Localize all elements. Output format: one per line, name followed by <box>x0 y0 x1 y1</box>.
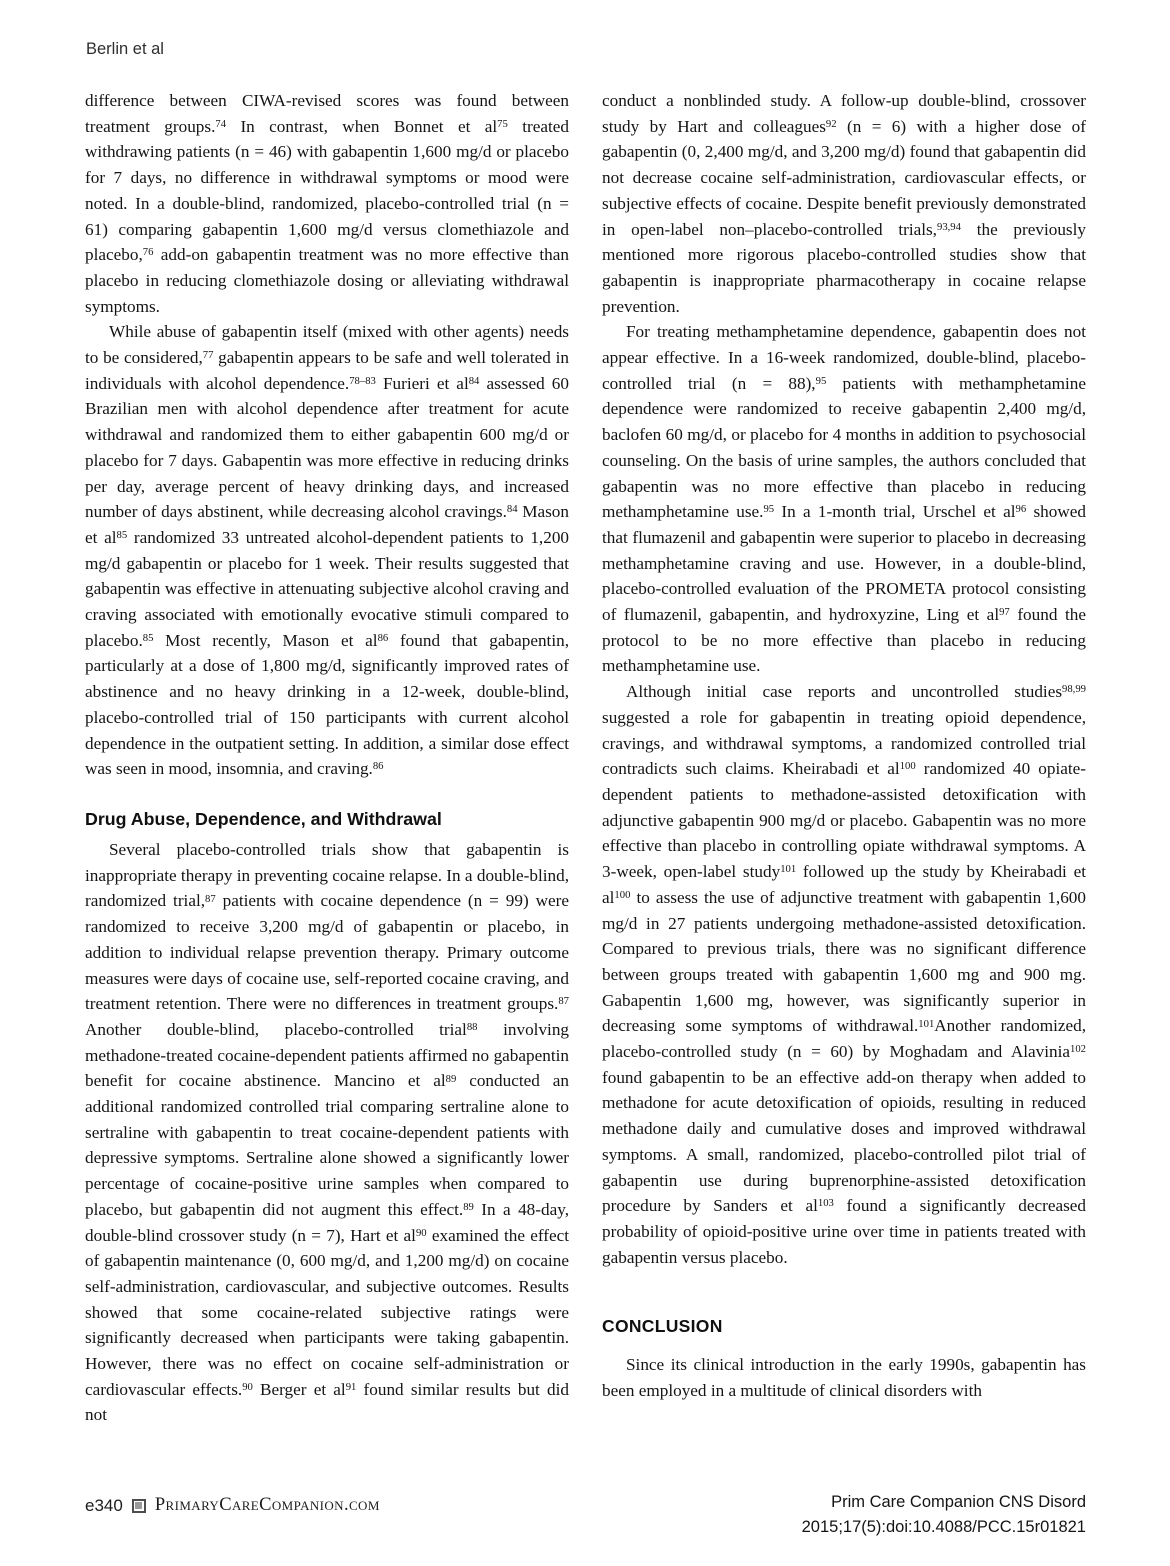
citation-superscript: 85 <box>142 632 154 644</box>
section-heading: Drug Abuse, Dependence, and Withdrawal <box>85 808 442 829</box>
article-body <box>85 88 1087 1428</box>
citation-superscript: 96 <box>1015 504 1027 516</box>
doi-line: 2015;17(5):doi:10.4088/PCC.15r01821 <box>801 1518 1086 1536</box>
citation-superscript: 86 <box>377 632 389 644</box>
square-bullet-icon <box>132 1499 146 1513</box>
paragraph: While abuse of gabapentin itself (mixed with other agents) needs to be considered,$^{77}$ gabapentin appears to be safe and well tolerated in individuals with alcohol dependence.$^{78-83}$ Furieri et $al^{84}$ assessed 60 Brazilian men with alcohol dependence after treatment for acute withdrawal and randomized them to either gabapentin 600 mg/d or placebo for 7 days. Gabapentin was more effective in reducing drinks per day, average percent of heavy drinking days, and increased number of days abstinent, while decreasing alcohol cravings.$^{84}$ Mason et $al^{85}$ randomized 33 untreated alcohol-dependent patients to 1,200 mg/d gabapentin or placebo for 1 week. Their results suggested that gabapentin was effective in attenuating subjective alcohol craving and craving associated with emotionally evocative stimuli compared to placebo.$^{85}$ Most recently, Mason et $al^{86}$ found that gabapentin, particularly at a dose of 1,800 mg/d, significantly improved rates of abstinence and no heavy drinking in a 12-week, double-blind, placebo-controlled trial of 150 participants with current alcohol dependence in the outpatient setting. In addition, a similar dose effect was seen in mood, insomnia, and craving.$^{86}$ <box>85 322 570 779</box>
citation-superscript: 102 <box>1070 1044 1086 1056</box>
citation-superscript: 78–83 <box>349 375 376 387</box>
citation-superscript: 76 <box>142 247 154 259</box>
citation-superscript: 91 <box>345 1381 357 1393</box>
page-footer <box>85 1490 1086 1540</box>
citation-superscript: 87 <box>558 996 569 1008</box>
footer-left <box>85 1490 380 1516</box>
citation-superscript: 100 <box>614 890 631 901</box>
running-head: Berlin et al <box>86 40 164 58</box>
citation-superscript: 86 <box>372 761 384 773</box>
citation-superscript: 93,94 <box>936 221 961 233</box>
citation-superscript: 88 <box>466 1022 478 1034</box>
citation-superscript: 89 <box>445 1073 457 1085</box>
citation-superscript: 87 <box>205 893 216 905</box>
citation-superscript: 103 <box>817 1198 834 1210</box>
citation-superscript: 101 <box>780 864 797 876</box>
page-number: e340 <box>85 1495 123 1515</box>
citation-superscript: 90 <box>415 1227 427 1239</box>
paragraph: Several placebo-controlled trials show that gabapentin is inappropriate therapy in preventing cocaine relapse. In a double-blind, randomized trial,$^{87}$ patients with cocaine dependence (n = 99) were randomized to receive 3,200 mg/d of gabapentin or placebo, in addition to individual relapse prevention therapy. Primary outcome measures were days of cocaine use, self-reported cocaine craving, and treatment retention. There were no differences in treatment groups.$^{87}$ Another double-blind, placebo-controlled trial$^{88}$ involving methadone-treated cocaine-dependent patients affirmed no gabapentin benefit for cocaine abstinence. Mancino et $al^{89}$ conducted an additional randomized controlled trial comparing sertraline alone to sertraline with gabapentin to treat cocaine-dependent patients with depressive symptoms. Sertraline alone showed a significantly lower percentage of cocaine-positive urine samples when compared to placebo, but gabapentin did not augment this effect.$^{89}$ In a 48-day, double-blind crossover study (n = 7), Hart et $al^{90}$ examined the effect of gabapentin maintenance (0, 600 mg/d, and 1,200 mg/d) on cocaine self-administration, cardiovascular, and subjective outcomes. Results showed that some cocaine-related subjective ratings were significantly decreased when participants were taking gabapentin. However, there was no effect on cocaine self-administration or cardiovascular effects.$^{90}$ Berger et $al^{91}$ found similar results but did not <box>85 839 570 1425</box>
citation-superscript: 90 <box>242 1381 253 1393</box>
site-name: PrimaryCareCompanion.com <box>154 1495 380 1515</box>
section-heading: CONCLUSION <box>602 1316 723 1337</box>
citation-superscript: 77 <box>202 350 214 362</box>
citation-superscript: 95 <box>815 375 827 387</box>
citation-superscript: 97 <box>999 607 1010 619</box>
square-bullet-inner <box>135 1502 142 1509</box>
right-column <box>602 88 1086 1428</box>
citation-superscript: 98,99 <box>1062 684 1086 696</box>
paragraph: Although initial case reports and uncontrolled studies$^{98,99}$ suggested a role for gabapentin in treating opioid dependence, cravings, and withdrawal symptoms, a randomized controlled trial contradicts such claims. Kheirabadi et $al^{100}$ randomized 40 opiate-dependent patients to methadone-assisted detoxification with adjunctive gabapentin 900 mg/d or placebo. Gabapentin was no more effective than placebo in controlling opiate withdrawal symptoms. A 3-week, open-label study$^{101}$ followed up the study by Kheirabadi et $al^{100}$ to assess the use of adjunctive treatment with gabapentin 1,600 mg/d in 27 patients undergoing methadone-assisted detoxification. Compared to previous trials, there was no significant difference between groups treated with gabapentin 1,600 mg and 900 mg. Gabapentin 1,600 mg, however, was significantly superior in decreasing some symptoms of withdrawal.$^{101}$Another randomized, placebo-controlled study (n = 60) by Moghadam and Alavinia$^{102}$ found gabapentin to be an effective add-on therapy when added to methadone for acute detoxification of opioids, resulting in reduced methadone daily and cumulative doses and improved withdrawal symptoms. A small, randomized, placebo-controlled pilot trial of gabapentin use during buprenorphine-assisted detoxification procedure by Sanders et $al^{103}$ found a significantly decreased probability of opioid-positive urine over time in patients treated with gabapentin versus placebo. <box>602 682 1086 1267</box>
citation-superscript: 84 <box>506 504 518 516</box>
footer-citation <box>802 1490 1086 1540</box>
citation-superscript: 95 <box>763 504 775 516</box>
paragraph: difference between CIWA-revised scores was found between treatment groups.$^{74}$ In contrast, when Bonnet et $al^{75}$ treated withdrawing patients (n = 46) with gabapentin 1,600 mg/d or placebo for 7 days, no difference in withdrawal symptoms or mood were noted. In a double-blind, randomized, placebo-controlled trial (n = 61) comparing gabapentin 1,600 mg/d versus clomethiazole and placebo,$^{76}$ add-on gabapentin treatment was no more effective than placebo in reducing clomethiazole dosing or alleviating withdrawal symptoms. <box>85 91 569 316</box>
citation-superscript: 101 <box>918 1018 935 1030</box>
citation-superscript: 100 <box>899 761 916 773</box>
citation-superscript: 85 <box>116 530 128 542</box>
citation-superscript: 75 <box>497 118 508 130</box>
left-column <box>85 88 569 1428</box>
citation-superscript: 84 <box>468 375 480 387</box>
citation-superscript: 74 <box>215 118 227 130</box>
paragraph: For treating methamphetamine dependence, gabapentin does not appear effective. In a 16-week randomized, double-blind, placebo-controlled trial (n = 88),$^{95}$ patients with methamphetamine dependence were randomized to receive gabapentin 2,400 mg/d, baclofen 60 mg/d, or placebo for 4 months in addition to psychosocial counseling. On the basis of urine samples, the authors concluded that gabapentin was no more effective than placebo in reducing methamphetamine use.$^{95}$ In a 1-month trial, Urschel et $al^{96}$ showed that flumazenil and gabapentin were superior to placebo in decreasing methamphetamine craving and use. However, in a double-blind, placebo-controlled evaluation of the PROMETA protocol consisting of flumazenil, gabapentin, and hydroxyzine, Ling et $al^{97}$ found the protocol to be no more effective than placebo in reducing methamphetamine use. <box>602 322 1087 676</box>
paragraph: conduct a nonblinded study. A follow-up double-blind, crossover study by Hart and colleagues$^{92}$ (n = 6) with a higher dose of gabapentin (0, 2,400 mg/d, and 3,200 mg/d) found that gabapentin did not decrease cocaine self-administration, cardiovascular effects, or subjective effects of cocaine. Despite benefit previously demonstrated in open-label non–placebo-controlled trials,$^{93,94}$ the previously mentioned more rigorous placebo-controlled studies show that gabapentin is inappropriate pharmacotherapy in cocaine relapse prevention. <box>602 91 1086 316</box>
paragraph: Since its clinical introduction in the early 1990s, gabapentin has been employed in a multitude of clinical disorders with <box>602 1355 1086 1401</box>
citation-superscript: 89 <box>463 1202 474 1214</box>
citation-superscript: 92 <box>825 118 837 130</box>
journal-name: Prim Care Companion CNS Disord <box>831 1493 1086 1511</box>
